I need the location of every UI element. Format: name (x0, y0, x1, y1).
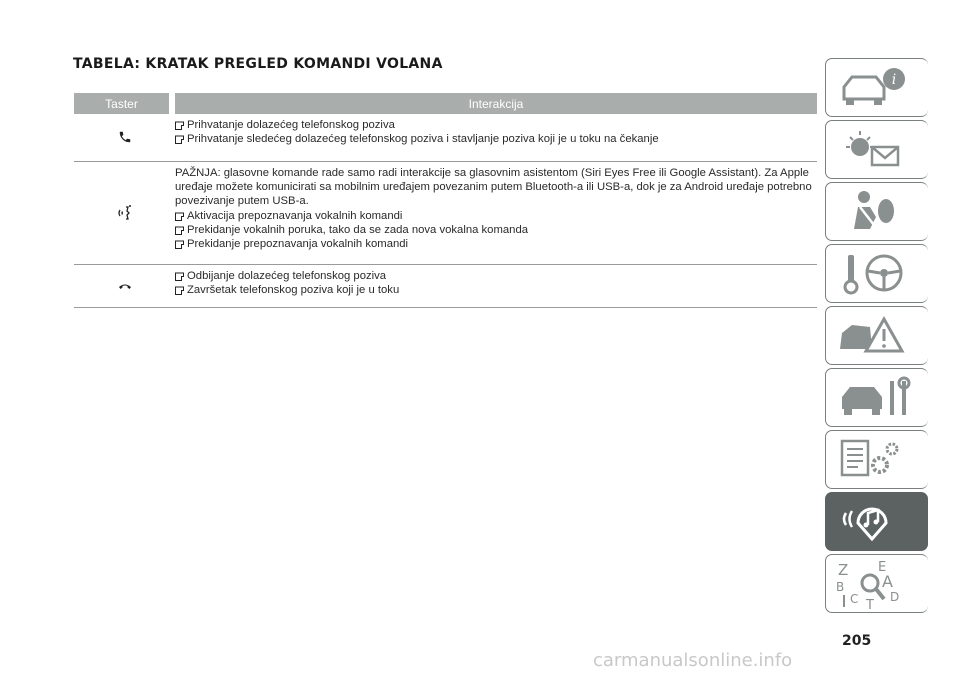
attention-note: PAŽNJA: glasovne komande rade samo radi interakcije sa glasovnim asistentom (Siri Eyes Free ili Google Assistant). Za Apple uređaje možete komunicirati sa mobilnim uređajem povezanim putem Bluetooth-a ili USB-a, dok je za Android uređaje potrebno povezivanje putem USB-a. (175, 167, 812, 207)
index-letter: A (882, 572, 893, 591)
car-info-icon (832, 63, 922, 111)
list-item (175, 237, 817, 251)
bullet-icon (175, 272, 184, 281)
car-maintenance-tools-icon (832, 373, 922, 421)
index-letter: Z (838, 561, 849, 579)
header-key: Taster (105, 96, 138, 111)
list-item (175, 223, 817, 237)
bullet-icon (175, 121, 184, 130)
list-item (175, 269, 817, 283)
tab-servicing[interactable] (825, 368, 928, 427)
multimedia-music-icon (832, 497, 922, 545)
table-row (74, 162, 817, 265)
voice-command-icon (117, 204, 133, 222)
index-letter: E (878, 560, 887, 575)
list-item (175, 283, 817, 297)
index-letter: C (850, 592, 859, 606)
header-action: Interakcija (468, 96, 524, 111)
list-item-text: Prihvatanje dolazećeg telefonskog poziva (187, 119, 395, 131)
list-item-text: Odbijanje dolazećeg telefonskog poziva (187, 270, 387, 282)
bullet-icon (175, 226, 184, 235)
technical-data-gears-icon (832, 435, 922, 483)
bullet-icon (175, 135, 184, 144)
page-number: 205 (842, 633, 872, 649)
action-cell (175, 166, 817, 259)
list-item-text: Završetak telefonskog poziva koji je u toku (187, 284, 400, 296)
list-item-text: Prekidanje vokalnih poruka, tako da se zada nova vokalna komanda (187, 224, 529, 236)
table-row (74, 265, 817, 308)
warning-lights-message-icon (832, 125, 922, 173)
bullet-icon (175, 286, 184, 295)
bullet-icon (175, 240, 184, 249)
key-cell (74, 166, 175, 259)
tab-emergency[interactable] (825, 306, 928, 365)
key-cell (74, 269, 175, 302)
tab-car-info[interactable] (825, 58, 928, 117)
action-cell (175, 118, 817, 156)
action-cell (175, 269, 817, 302)
tab-safety[interactable] (825, 182, 928, 241)
tab-starting-driving[interactable] (825, 244, 928, 303)
key-cell (74, 118, 175, 156)
list-item (175, 118, 817, 132)
phone-answer-icon (118, 130, 132, 144)
watermark: carmanualsonline.info (593, 650, 793, 671)
list-item (175, 209, 817, 223)
tab-multimedia[interactable] (825, 492, 928, 551)
key-steering-wheel-icon (832, 249, 922, 297)
index-alphabet-icon (832, 559, 922, 611)
tab-technical-data[interactable] (825, 430, 928, 489)
emergency-warning-triangle-icon (832, 311, 922, 359)
page-title: TABELA: KRATAK PREGLED KOMANDI VOLANA (73, 56, 443, 72)
list-item-text: Prekidanje prepoznavanja vokalnih komandi (187, 238, 409, 250)
table-row (74, 114, 817, 162)
index-letter: B (836, 580, 845, 594)
tab-index[interactable] (825, 554, 928, 613)
list-item-text: Aktivacija prepoznavanja vokalnih komandi (187, 210, 403, 222)
list-item (175, 132, 817, 146)
tab-warning-lights[interactable] (825, 120, 928, 179)
steering-commands-table (74, 93, 817, 308)
index-letter: T (866, 598, 874, 611)
safety-seatbelt-airbag-icon (832, 187, 922, 235)
list-item-text: Prihvatanje sledećeg dolazećeg telefonskog poziva i stavljanje poziva koji je u toku na čekanje (187, 133, 659, 145)
phone-hangup-icon (118, 282, 132, 290)
bullet-icon (175, 212, 184, 221)
svg-text:i: i (891, 72, 897, 88)
table-header (74, 93, 817, 114)
index-letter: D (890, 590, 900, 604)
